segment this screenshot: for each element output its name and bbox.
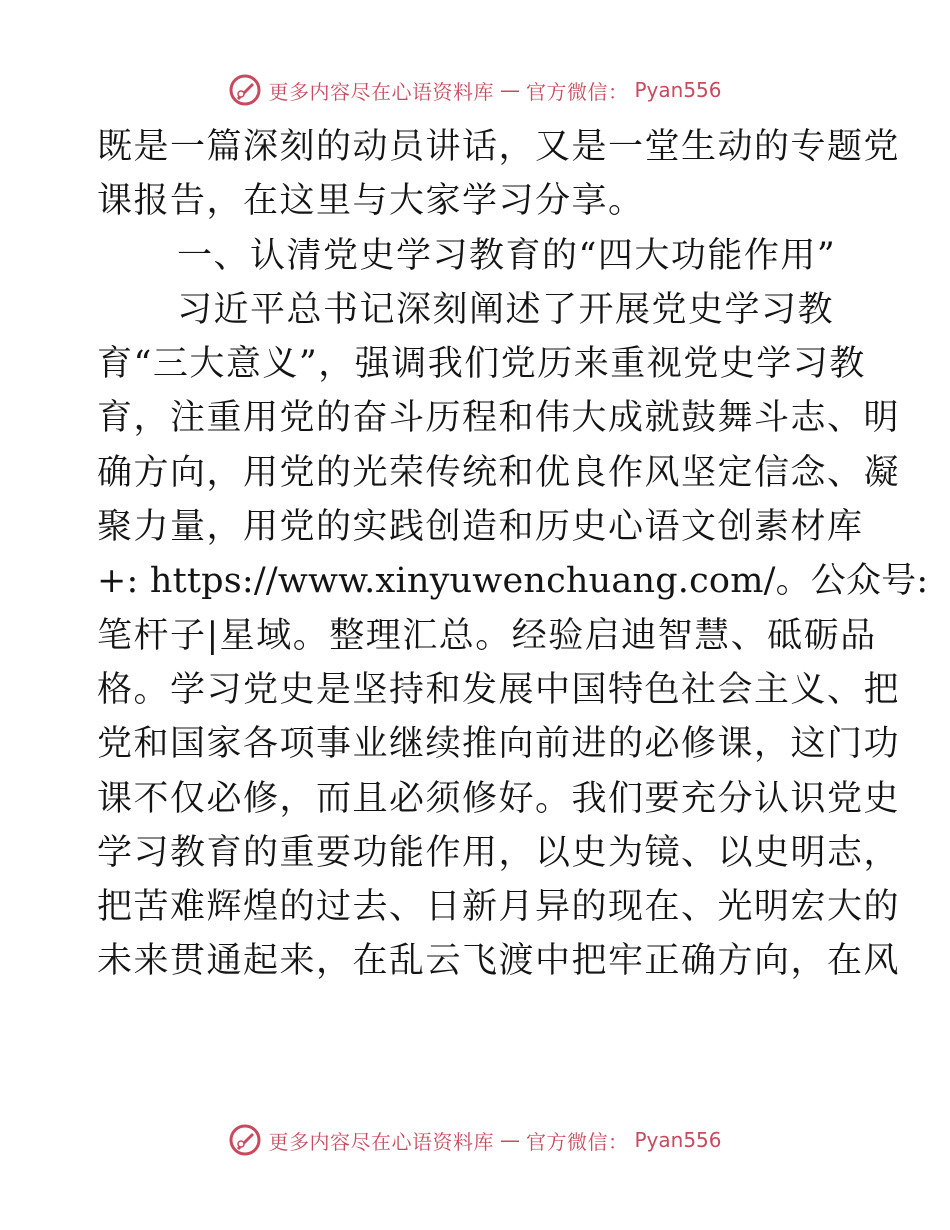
watermark-id: Pyan556 bbox=[634, 1128, 722, 1152]
watermark-dash: — bbox=[499, 78, 520, 102]
watermark-id: Pyan556 bbox=[634, 78, 722, 102]
paragraph-first-line: 习近平总书记深刻阐述了开展党史学习教 bbox=[177, 289, 835, 330]
url-line: +: https://www.xinyuwenchuang.com/。公众号: bbox=[97, 561, 929, 602]
text-line: 课不仅必修，而且必须修好。我们要充分认识党史 bbox=[97, 778, 901, 819]
text-line: 聚力量，用党的实践创造和历史心语文创素材库 bbox=[97, 507, 864, 548]
watermark-dash: — bbox=[499, 1128, 520, 1152]
quill-logo-icon bbox=[228, 1123, 262, 1157]
watermark-text: 更多内容尽在心语资料库 bbox=[268, 79, 494, 104]
text-line: 格。学习党史是坚持和发展中国特色社会主义、把 bbox=[97, 669, 901, 710]
text-line: 学习教育的重要功能作用，以史为镜、以史明志， bbox=[97, 832, 901, 873]
footer-watermark bbox=[0, 1120, 950, 1160]
quill-logo-icon bbox=[228, 73, 262, 107]
text-line: 笔杆子|星域。整理汇总。经验启迪智慧、砥砺品 bbox=[97, 615, 877, 656]
text-line: 确方向，用党的光荣传统和优良作风坚定信念、凝 bbox=[97, 452, 901, 493]
body-text bbox=[97, 120, 929, 989]
watermark-label: 官方微信： bbox=[525, 79, 629, 104]
text-line: 育，注重用党的奋斗历程和伟大成就鼓舞斗志、明 bbox=[97, 398, 901, 439]
watermark-text: 更多内容尽在心语资料库 bbox=[268, 1129, 494, 1154]
text-line: 课报告，在这里与大家学习分享。 bbox=[97, 181, 645, 222]
text-line: 既是一篇深刻的动员讲话，又是一堂生动的专题党 bbox=[97, 127, 901, 167]
section-heading: 一、认清党史学习教育的“四大功能作用” bbox=[177, 235, 837, 276]
watermark-label: 官方微信： bbox=[525, 1129, 629, 1154]
text-line: 育“三大意义”，强调我们党历来重视党史学习教 bbox=[97, 344, 866, 385]
text-line: 未来贯通起来，在乱云飞渡中把牢正确方向，在风 bbox=[97, 941, 901, 982]
text-line: 把苦难辉煌的过去、日新月异的现在、光明宏大的 bbox=[97, 887, 901, 928]
text-line: 党和国家各项事业继续推向前进的必修课，这门功 bbox=[97, 724, 901, 765]
header-watermark bbox=[0, 70, 950, 110]
